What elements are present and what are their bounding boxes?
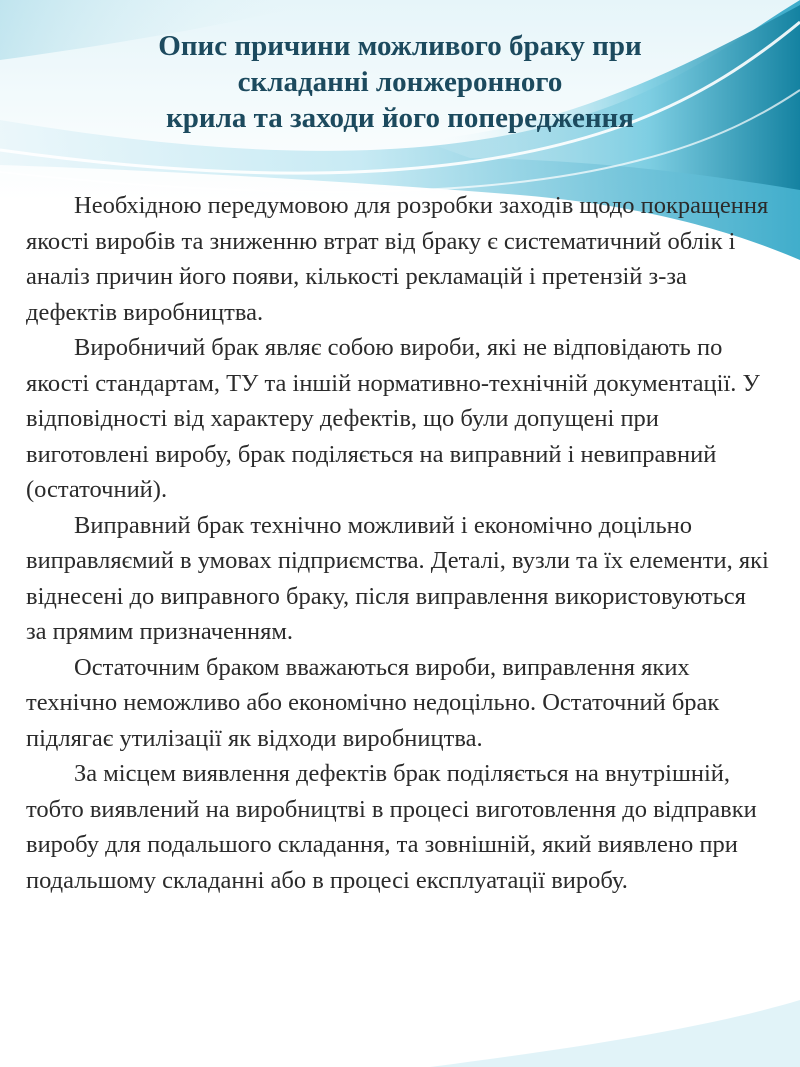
slide-title	[60, 28, 740, 136]
body-text	[26, 188, 772, 898]
paragraph-prerequisite: Необхідною передумовою для розробки заходів щодо покращення якості виробів та зниженню втрат від браку є систематичний облік і аналіз причин його появи, кількості рекламацій і претензій з-за дефектів виробництва.	[26, 192, 769, 326]
paragraph-correctable-defect: Виправний брак технічно можливий і економічно доцільно виправляємий в умовах підприємства. Деталі, вузли та їх елементи, які віднесені до виправного браку, після виправлення використовуються за прямим призначенням.	[26, 511, 769, 645]
paragraph-production-defect: Виробничий брак являє собою вироби, які не відповідають по якості стандартам, ТУ та іншій нормативно-технічній документації. У відповідності від характеру дефектів, що були допущені при виготовлені виробу, брак поділяється на виправний і невиправний (остаточний).	[26, 334, 760, 503]
title-line-2: складанні лонжеронного	[237, 66, 563, 98]
title-line-3: крила та заходи його попередження	[166, 102, 634, 134]
paragraph-defect-location: За місцем виявлення дефектів брак поділяється на внутрішній, тобто виявлений на виробництві в процесі виготовлення до відправки виробу для подальшого складання, та зовнішній, який виявлено при подальшому складанні або в процесі експлуатації виробу.	[26, 760, 757, 894]
paragraph-final-defect: Остаточним браком вважаються вироби, виправлення яких технічно неможливо або економічно недоцільно. Остаточний брак підлягає утилізації як відходи виробництва.	[26, 653, 720, 752]
title-line-1: Опис причини можливого браку при	[158, 30, 642, 62]
